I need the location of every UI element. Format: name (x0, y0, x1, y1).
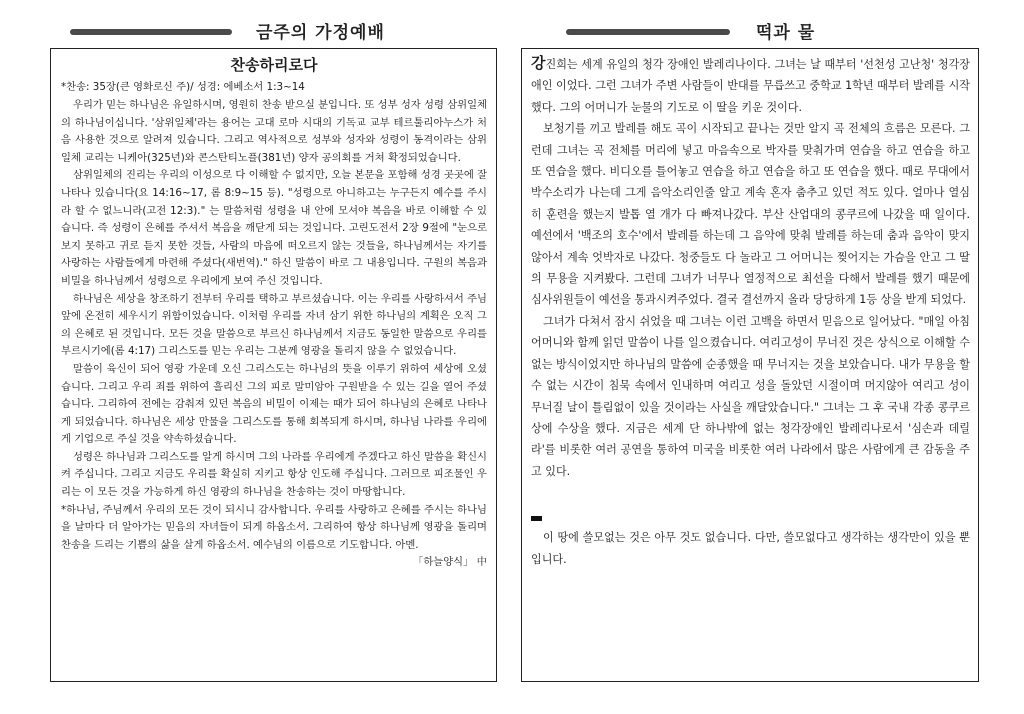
sermon-paragraph: 성령은 하나님과 그리스도를 알게 하시며 그의 나라를 우리에게 주겠다고 하신 말씀을 확신시켜 주십니다. 그리고 지금도 우리를 확실히 지키고 항상 인도해 주십니다. 그러므로 피조물인 우리는 이 모든 것을 가능하게 하신 영광의 하나님을 찬송하는 것이 마땅합니다. (61, 450, 487, 499)
sermon-paragraph: 우리가 믿는 하나님은 유일하시며, 영원히 찬송 받으실 분입니다. 또 성부 성자 성령 삼위일체의 하나님이십니다. '삼위일체'라는 용어는 고대 로마 시대의 기독교 교부 테르툴리아누스가 처음 사용한 것으로 알려져 있습니다. 그리고 역사적으로 성부와 성자와 성령이 동격이라는 삼위일체 교리는 니케아(325년)와 콘스탄티노플(381년) 양자 공의회를 거쳐 확정되었습니다. (61, 99, 487, 164)
essay-paragraph (531, 53, 970, 118)
prayer-text: *하나님, 주님께서 우리의 모든 것이 되시니 감사합니다. 우리를 사랑하고 은혜를 주시는 하나님을 날마다 더 알아가는 믿음의 자녀들이 되게 하옵소서. 그리하여 항상 하나님께 영광을 돌리며 찬송을 드리는 기쁨의 삶을 살게 하옵소서. 예수님의 이름으로 기도합니다. 아멘. (61, 503, 487, 551)
bread-and-water-box (521, 48, 979, 682)
header-bar-decoration (70, 29, 232, 35)
sermon-paragraph: 하나님은 세상을 창조하기 전부터 우리를 택하고 부르셨습니다. 이는 우리를 사랑하셔서 주님 앞에 온전히 세우시기 위함이었습니다. 이처럼 우리를 자녀 삼기 위한 하나님의 계획은 오직 그의 은혜로 된 것입니다. 모든 것을 말씀으로 부르신 하나님께서 지금도 동일한 말씀으로 우리를 부르시기에(롬 4:17) 그리스도를 믿는 우리는 그분께 영광을 돌리지 않을 수 없었습니다. (61, 292, 487, 358)
left-header (70, 18, 500, 46)
sermon-paragraph: 말씀이 육신이 되어 영광 가운데 오신 그리스도는 하나님의 뜻을 이루기 위하여 세상에 오셨습니다. 그리고 우리 죄를 위하여 흘리신 그의 피로 말미암아 구원받을 수 있는 길을 열어 주셨습니다. 그리하여 전에는 감춰져 있던 복음의 비밀이 이제는 때가 되어 하나님의 은혜로 나타나게 되었습니다. 하나님은 세상 만물을 그리스도를 통해 회복되게 하시며, 하나님 나라를 우리에게 기업으로 주실 것을 약속하셨습니다. (61, 362, 487, 446)
prayer-paragraph (61, 502, 487, 569)
source-attribution: 「하늘양식」 中 (413, 556, 487, 569)
dropcap-letter: 강 (531, 54, 546, 72)
closing-paragraph: 이 땅에 쓸모없는 것은 아무 것도 없습니다. 다만, 쓸모없다고 생각하는 생각만이 있을 뿐입니다. (531, 531, 970, 566)
essay-first-paragraph-text: 진희는 세계 유일의 청각 장애인 발레리나이다. 그녀는 날 때부터 '선천성 고난청' 청각장애인 이었다. 그런 그녀가 주변 사람들이 반대를 무릅쓰고 중학교 1학년 때부터 발레를 시작했다. 그의 어머니가 눈물의 기도로 이 딸을 키운 것이다. (531, 58, 970, 114)
right-section-title: 떡과 물 (756, 23, 816, 43)
bullet-square-icon (531, 516, 542, 521)
family-worship-box (50, 48, 497, 682)
scripture-reference: *찬송: 35장(큰 영화로신 주)/ 성경: 에베소서 1:3~14 (61, 81, 305, 93)
left-section-title: 금주의 가정예배 (256, 23, 385, 43)
sermon-paragraph: 삼위일체의 진리는 우리의 이성으로 다 이해할 수 없지만, 오늘 본문을 포함해 성경 곳곳에 잘 나타나 있습니다(요 14:16~17, 롬 8:9~15 등). "성령으로 아니하고는 누구든지 예수를 주시라 할 수 없느니라(고전 12:3)." 는 말씀처럼 성령을 내 안에 모셔야 복음을 바로 이해할 수 있습니다. 즉 성령이 은혜를 주셔서 복음을 깨닫게 되는 것입니다. 고린도전서 2장 9절에 "눈으로 보지 못하고 귀로 듣지 못한 것들, 사람의 마음에 떠오르지 않는 것들을, 하나님께서는 자기를 사랑하는 사람들에게 마련해 주셨다(새번역)." 하신 말씀이 바로 그 내용입니다. 구원의 복음과 비밀을 하나님께서 성령으로 우리에게 보여 주신 것입니다. (61, 169, 487, 287)
right-header (566, 18, 986, 46)
header-bar-decoration (566, 29, 730, 35)
essay-paragraph: 그녀가 다쳐서 잠시 쉬었을 때 그녀는 이런 고백을 하면서 믿음으로 일어났다. "매일 아침 어머니와 함께 읽던 말씀이 나를 일으켰습니다. 여리고성이 무너진 것은 상식으로 이해할 수 없는 방식이었지만 하나님의 말씀에 순종했을 때 무너지는 것을 보았습니다. 내가 무용을 할 수 없는 시간이 침묵 속에서 인내하며 여리고 성을 돌았던 시절이며 머지않아 여리고 성이 무너질 날이 틀림없이 있을 것이라는 사실을 깨달았습니다." 그녀는 그 후 국내 각종 콩쿠르 상에 수상을 했다. 지금은 세계 단 하나밖에 없는 청각장애인 발레리나로서 '심손과 데릴라'를 비롯한 여러 공연을 통하여 미국을 비롯한 여러 나라에서 많은 사람에게 큰 감동을 주고 있다. (531, 314, 970, 478)
sermon-title: 찬송하리로다 (230, 56, 318, 74)
essay-paragraph: 보청기를 끼고 발레를 해도 곡이 시작되고 끝나는 것만 알지 곡 전체의 흐름은 모른다. 그런데 그녀는 곡 전체를 머리에 넣고 마음속으로 박자를 맞춰가며 연습을 하고 연습을 하고 또 연습을 했다. 비디오를 틀어놓고 연습을 하고 연습을 하고 또 연습을 했다. 때로 무대에서 박수소리가 나는데 그게 음악소리인줄 알고 계속 혼자 춤추고 있던 적도 있다. 얼마나 열심히 훈련을 했는지 발톱 열 개가 다 빠져나갔다. 부산 산업대의 콩쿠르에 나갔을 때 일이다. 예선에서 '백조의 호수'에서 발레를 하는데 그 음악에 맞춰 발레를 하는데 춤과 음악이 맞지 않아서 계속 엇박자로 나갔다. 청중들도 다 놀라고 그 어머니는 찢어지는 가슴을 안고 그 딸의 무용을 지켜봤다. 그런데 그녀가 너무나 열정적으로 최선을 다해서 발레를 했기 때문에 심사위원들이 예선을 통과시켜주었다. 결국 결선까지 올라 당당하게 1등 상을 받게 되었다. (531, 122, 970, 307)
